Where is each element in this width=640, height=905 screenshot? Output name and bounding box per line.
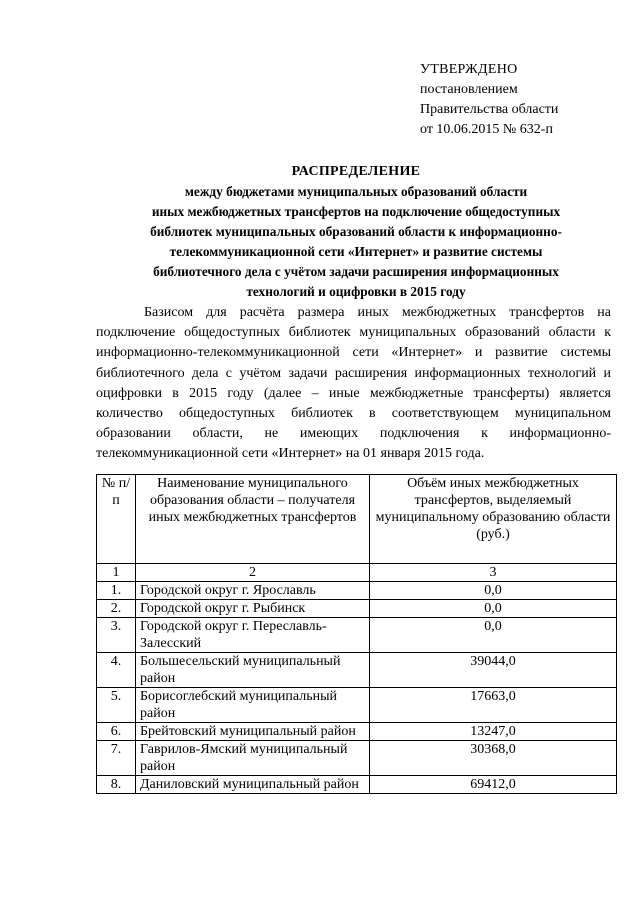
approval-line: постановлением <box>420 82 518 97</box>
table-row <box>97 582 617 600</box>
row-value: 0,0 <box>370 618 617 653</box>
row-value: 30368,0 <box>370 741 617 776</box>
row-number: 3. <box>97 618 136 653</box>
row-number: 7. <box>97 741 136 776</box>
header-amount: Объём иных межбюджетных трансфертов, выделяемый муниципальному образованию области (руб.) <box>370 475 617 564</box>
row-value: 0,0 <box>370 582 617 600</box>
row-name: Гаврилов-Ямский муниципальный район <box>136 741 370 776</box>
index-cell: 1 <box>97 564 136 582</box>
table-index-row <box>97 564 617 582</box>
row-name: Городской округ г. Переславль-Залесский <box>136 618 370 653</box>
approval-stamp <box>420 60 558 140</box>
table-row <box>97 653 617 688</box>
row-number: 1. <box>97 582 136 600</box>
row-name: Брейтовский муниципальный район <box>136 723 370 741</box>
index-cell: 2 <box>136 564 370 582</box>
row-value: 39044,0 <box>370 653 617 688</box>
header-number: № п/п <box>97 475 136 564</box>
title-line: библиотечного дела с учётом задачи расширения информационных <box>153 264 559 279</box>
row-name: Большесельский муниципальный район <box>136 653 370 688</box>
row-number: 4. <box>97 653 136 688</box>
row-value: 69412,0 <box>370 776 617 794</box>
title-line: телекоммуникационной сети «Интернет» и развитие системы <box>169 244 543 259</box>
header-name: Наименование муниципального образования области – получателя иных межбюджетных трансфертов <box>136 475 370 564</box>
row-value: 17663,0 <box>370 688 617 723</box>
row-value: 13247,0 <box>370 723 617 741</box>
table-row <box>97 776 617 794</box>
table-row <box>97 688 617 723</box>
title-line: библиотек муниципальных образований области к информационно- <box>150 224 562 239</box>
document-title <box>96 162 616 302</box>
title-line: технологий и оцифровки в 2015 году <box>246 284 466 299</box>
approval-line: Правительства области <box>420 102 559 117</box>
table-row <box>97 741 617 776</box>
table-row <box>97 618 617 653</box>
title-main: РАСПРЕДЕЛЕНИЕ <box>291 164 421 179</box>
row-name: Городской округ г. Рыбинск <box>136 600 370 618</box>
table-header-row <box>97 475 617 564</box>
row-name: Борисоглебский муниципальный район <box>136 688 370 723</box>
table-row <box>97 600 617 618</box>
approval-heading: УТВЕРЖДЕНО <box>420 62 518 77</box>
row-number: 5. <box>97 688 136 723</box>
row-value: 0,0 <box>370 600 617 618</box>
row-number: 6. <box>97 723 136 741</box>
index-cell: 3 <box>370 564 617 582</box>
body-paragraph: Базисом для расчёта размера иных межбюджетных трансфертов на подключение общедоступных библиотек муниципальных образований области к информационно-телекоммуникационной сети «Интернет» и развитие системы библиотечного дела с учётом задачи расширения информационных технологий и оцифровки в 2015 году (далее – иные межбюджетные трансферты) является количество общедоступных библиотек в соответствующем муниципальном образовании области, не имеющих подключения к информационно-телекоммуникационной сети «Интернет» на 01 января 2015 года. <box>96 305 611 462</box>
approval-date: от 10.06.2015 № 632-п <box>420 122 553 137</box>
row-number: 8. <box>97 776 136 794</box>
row-number: 2. <box>97 600 136 618</box>
row-name: Даниловский муниципальный район <box>136 776 370 794</box>
title-line: иных межбюджетных трансфертов на подключение общедоступных <box>151 204 561 219</box>
row-name: Городской округ г. Ярославль <box>136 582 370 600</box>
title-line: между бюджетами муниципальных образований области <box>184 184 528 199</box>
table-row <box>97 723 617 741</box>
distribution-table <box>96 474 617 794</box>
